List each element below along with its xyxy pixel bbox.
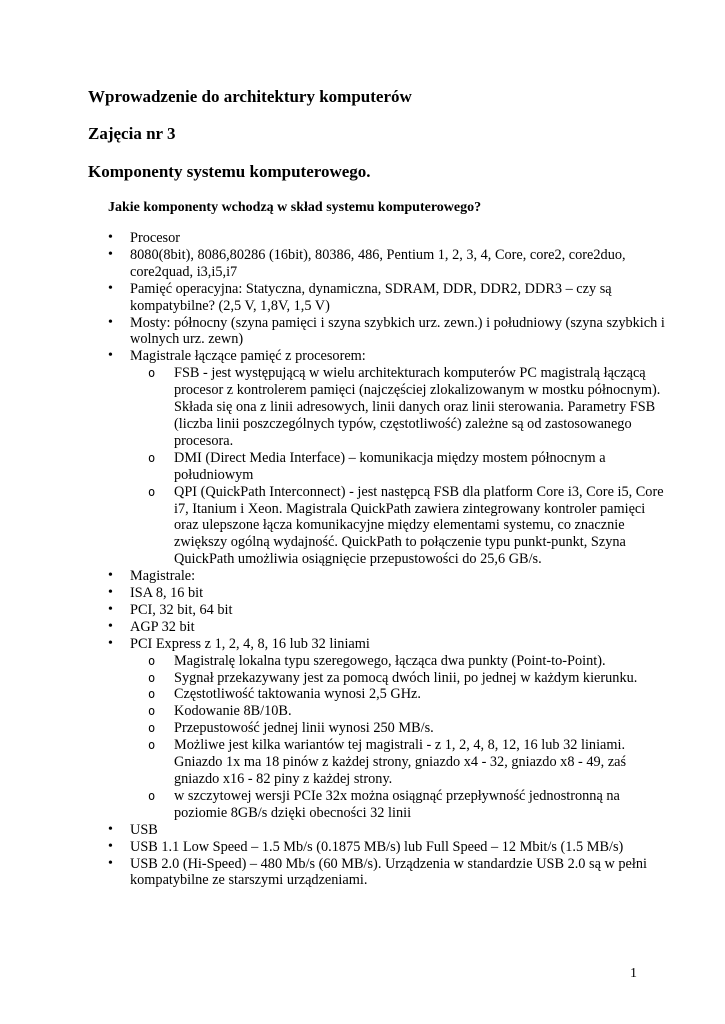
sub-list-item [130,484,668,569]
list-item [108,315,668,349]
sub-list-item-text: Możliwe jest kilka wariantów tej magistrali - z 1, 2, 4, 8, 12, 16 lub 32 liniami. Gniazdo 1x ma 18 pinów z każdej strony, gniazdo x4 - 32, gniazdo x8 - 49, zaś gniazdo x16 - 82 piny z każdej strony. [174,737,627,787]
list-item-text: Mosty: północny (szyna pamięci i szyna szybkich urz. zewn.) i południowy (szyna szybkich i wolnych urz. zewn) [130,314,665,348]
bullet-icon: • [108,838,113,854]
bullet-icon: • [108,280,113,296]
circle-bullet-icon: o [148,653,156,668]
list-item-text: PCI, 32 bit, 64 bit [130,601,233,618]
sub-list [130,653,668,822]
bullet-icon: • [108,246,113,262]
class-number-heading: Zajęcia nr 3 [88,124,176,143]
list-item [108,247,668,281]
circle-bullet-icon: o [148,704,156,719]
sub-list-item-text: DMI (Direct Media Interface) – komunikacja między mostem północnym a południowym [174,449,606,483]
sub-list-item [130,670,668,687]
list-item [108,281,668,315]
circle-bullet-icon: o [148,738,156,753]
sub-list-item [130,450,668,484]
list-item-text: USB 2.0 (Hi-Speed) – 480 Mb/s (60 MB/s). Urządzenia w standardzie USB 2.0 są w pełni kompatybilne ze starszymi urządzeniami. [130,855,647,889]
bullet-icon: • [108,821,113,837]
circle-bullet-icon: o [148,687,156,702]
sub-list-item [130,720,668,737]
list-item-text: Procesor [130,230,181,246]
bullet-icon: • [108,230,113,245]
list-item-text: Magistrale: [130,568,196,585]
list-item [108,230,668,247]
sub-list-item-text: FSB - jest występującą w wielu architekturach komputerów PC magistralą łączącą procesor z kontrolerem pamięci (najczęściej zlokalizowanym w mostku północnym). Składa się ona z linii adresowych, linii danych oraz linii sterowania. Parametry FSB (liczba linii poszczególnych typów, częstotliwość) zależne są od zastosowanego procesora. [174,365,661,449]
list-item [108,348,668,568]
list-item-text: PCI Express z 1, 2, 4, 8, 16 lub 32 liniami [130,635,370,652]
sub-list [130,365,668,568]
bullet-icon: • [108,314,113,330]
sub-list-item-text: Kodowanie 8B/10B. [174,703,292,720]
sub-list-item [130,653,668,670]
page-number: 1 [630,966,637,981]
bullet-icon: • [108,348,113,364]
list-item-text: Pamięć operacyjna: Statyczna, dynamiczna, SDRAM, DDR, DDR2, DDR3 – czy są kompatybilne? (2,5 V, 1,8V, 1,5 V) [130,280,612,314]
bullet-icon: • [108,568,113,584]
list-item-text: AGP 32 bit [130,618,195,635]
bullet-icon: • [108,601,113,617]
sub-list-item-text: Sygnał przekazywany jest za pomocą dwóch linii, po jednej w każdym kierunku. [174,669,638,686]
sub-list-item [130,737,668,788]
circle-bullet-icon: o [148,450,156,465]
sub-list-item-text: w szczytowej wersji PCIe 32x można osiągnąć przepływność jednostronną na poziomie 8GB/s dzięki obecności 32 linii [174,787,620,821]
list-item-text: USB 1.1 Low Speed – 1.5 Mb/s (0.1875 MB/s) lub Full Speed – 12 Mbit/s (1.5 MB/s) [130,838,624,855]
sub-list-item-text: Przepustowość jednej linii wynosi 250 MB/s. [174,720,434,737]
list-item [108,619,668,636]
bullet-icon: • [108,855,113,871]
list-item [108,568,668,585]
list-item [108,856,668,890]
sub-list-item [130,686,668,703]
circle-bullet-icon: o [148,670,156,685]
circle-bullet-icon: o [148,788,156,803]
bullet-icon: • [108,618,113,634]
list-item [108,839,668,856]
list-item [108,585,668,602]
sub-list-item [130,788,668,822]
sub-list-item-text: Częstotliwość taktowania wynosi 2,5 GHz. [174,686,421,703]
section-heading: Komponenty systemu komputerowego. [88,162,371,181]
sub-list-item-text: Magistralę lokalna typu szeregowego, łącząca dwa punkty (Point-to-Point). [174,652,606,669]
circle-bullet-icon: o [148,721,156,736]
list-item-text: Magistrale łączące pamięć z procesorem: [130,348,366,365]
sub-list-item [130,365,668,450]
circle-bullet-icon: o [148,366,156,381]
list-item-text: USB [130,821,158,838]
list-item [108,602,668,619]
bullet-icon: • [108,635,113,651]
sub-list-item-text: QPI (QuickPath Interconnect) - jest następcą FSB dla platform Core i3, Core i5, Core i7, Itanium i Xeon. Magistrala QuickPath zawiera zintegrowany kontroler pamięci oraz ulepszone łącza komunikacyjne między elementami systemu, co znacznie zwiększy ogólną wydajność. QuickPath to połączenie typu punkt-punkt, Szyna QuickPath umożliwia osiągnięcie przepustowości do 25,6 GB/s. [174,483,664,568]
list-item [108,636,668,822]
sub-list-item [130,703,668,720]
question-text: Jakie komponenty wchodzą w skład systemu komputerowego? [108,200,482,215]
document-title: Wprowadzenie do architektury komputerów [88,87,412,106]
circle-bullet-icon: o [148,484,156,499]
component-list [108,230,668,889]
bullet-icon: • [108,585,113,601]
list-item-text: 8080(8bit), 8086,80286 (16bit), 80386, 486, Pentium 1, 2, 3, 4, Core, core2, core2duo, core2quad, i3,i5,i7 [130,246,626,280]
list-item [108,822,668,839]
list-item-text: ISA 8, 16 bit [130,585,204,602]
